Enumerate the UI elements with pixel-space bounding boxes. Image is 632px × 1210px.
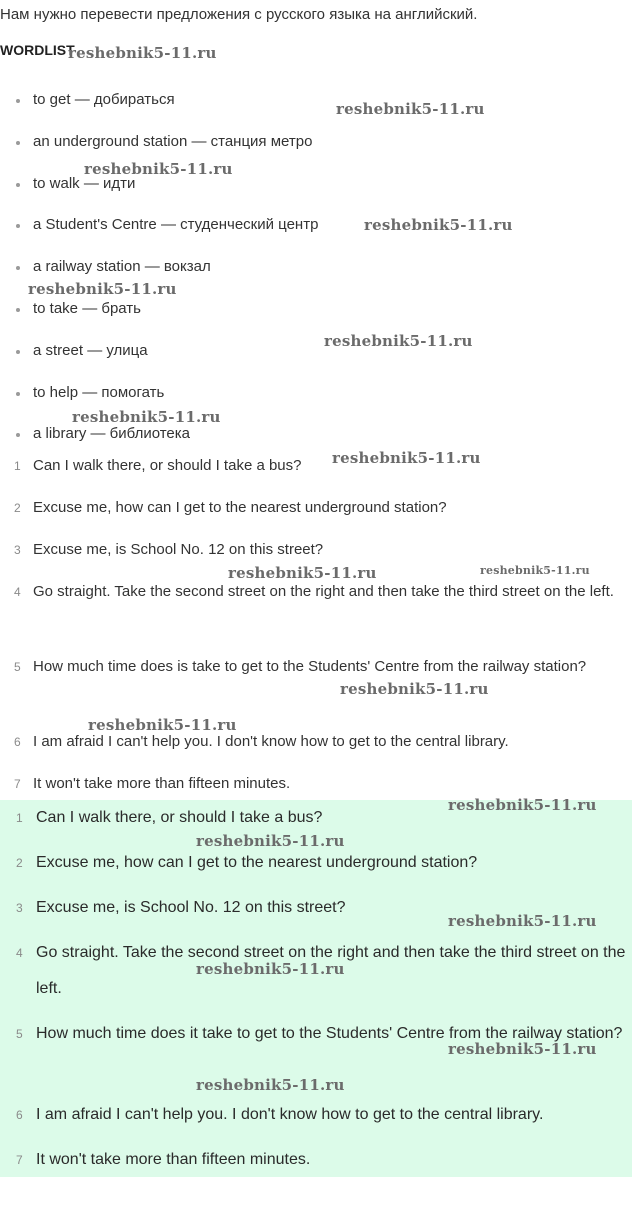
watermark: reshebnik5-11.ru <box>72 408 221 426</box>
item-number: 3 <box>14 543 21 557</box>
draft-item-text: It won't take more than fifteen minutes. <box>33 775 291 792</box>
wordlist-item <box>33 91 175 108</box>
answer-item <box>16 845 630 881</box>
bullet-icon <box>16 308 20 312</box>
bullet-icon <box>16 350 20 354</box>
answer-item-text: It won't take more than fifteen minutes. <box>36 1151 311 1168</box>
draft-item <box>14 491 628 525</box>
wordlist-item-text: a Student's Centre — студенческий центр <box>33 216 319 233</box>
item-number: 7 <box>16 1153 23 1167</box>
watermark: reshebnik5-11.ru <box>332 449 481 467</box>
watermark: reshebnik5-11.ru <box>88 716 237 734</box>
bullet-icon <box>16 392 20 396</box>
item-number: 2 <box>16 856 23 870</box>
item-number: 5 <box>14 660 21 674</box>
watermark: reshebnik5-11.ru <box>448 796 597 814</box>
watermark: reshebnik5-11.ru <box>448 1040 597 1058</box>
watermark: reshebnik5-11.ru <box>448 912 597 930</box>
item-number: 4 <box>16 946 23 960</box>
item-number: 3 <box>16 901 23 915</box>
wordlist-item-text: to get — добираться <box>33 91 175 108</box>
draft-item-text: Excuse me, is School No. 12 on this street? <box>33 541 324 558</box>
draft-item-text: Go straight. Take the second street on the right and then take the third street on the left. <box>33 583 614 600</box>
bullet-icon <box>16 183 20 187</box>
answer-box <box>0 800 632 1177</box>
bullet-icon <box>16 141 20 145</box>
watermark: reshebnik5-11.ru <box>336 100 485 118</box>
draft-item-text: How much time does is take to get to the Students' Centre from the railway station? <box>33 658 587 675</box>
item-number: 5 <box>16 1027 23 1041</box>
intro-text: Нам нужно перевести предложения с русского языка на английский. <box>0 6 478 23</box>
watermark: reshebnik5-11.ru <box>28 280 177 298</box>
bullet-icon <box>16 99 20 103</box>
answer-item-text: Excuse me, how can I get to the nearest underground station? <box>36 854 478 871</box>
watermark: reshebnik5-11.ru <box>196 1076 345 1094</box>
item-number: 2 <box>14 501 21 515</box>
watermark: reshebnik5-11.ru <box>228 564 377 582</box>
item-number: 1 <box>14 459 21 473</box>
watermark: reshebnik5-11.ru <box>364 216 513 234</box>
wordlist-item-text: to walk — идти <box>33 175 136 192</box>
item-number: 6 <box>16 1108 23 1122</box>
answer-item <box>16 1142 630 1178</box>
watermark: reshebnik5-11.ru <box>84 160 233 178</box>
bullet-icon <box>16 433 20 437</box>
wordlist-item <box>33 300 141 317</box>
item-number: 6 <box>14 735 21 749</box>
draft-item <box>14 533 628 567</box>
wordlist-item-text: to take — брать <box>33 300 141 317</box>
wordlist-item <box>33 425 190 442</box>
answer-item <box>16 1097 630 1133</box>
watermark: reshebnik5-11.ru <box>480 564 590 577</box>
draft-item <box>14 449 628 483</box>
answer-item-text: Go straight. Take the second street on the right and then take the third street on the left. <box>36 944 626 997</box>
wordlist-item-text: an underground station — станция метро <box>33 133 313 150</box>
wordlist-title: WORDLIST <box>0 42 75 58</box>
wordlist-item <box>33 258 211 275</box>
wordlist-item <box>33 342 148 359</box>
bullet-icon <box>16 266 20 270</box>
answer-item-text: Can I walk there, or should I take a bus? <box>36 809 323 826</box>
watermark: reshebnik5-11.ru <box>196 960 345 978</box>
wordlist-item-text: a railway station — вокзал <box>33 258 211 275</box>
watermark: reshebnik5-11.ru <box>340 680 489 698</box>
watermark: reshebnik5-11.ru <box>68 44 217 62</box>
bullet-icon <box>16 224 20 228</box>
draft-item-text: Can I walk there, or should I take a bus? <box>33 457 302 474</box>
answer-item-text: How much time does it take to get to the Students' Centre from the railway station? <box>36 1025 623 1042</box>
wordlist-item <box>33 384 164 401</box>
item-number: 1 <box>16 811 23 825</box>
wordlist-item-text: a library — библиотека <box>33 425 190 442</box>
wordlist-item-text: to help — помогать <box>33 384 165 401</box>
answer-item-text: I am afraid I can't help you. I don't know how to get to the central library. <box>36 1106 544 1123</box>
item-number: 7 <box>14 777 21 791</box>
draft-item-text: Excuse me, how can I get to the nearest underground station? <box>33 499 447 516</box>
wordlist-item-text: a street — улица <box>33 342 148 359</box>
item-number: 4 <box>14 585 21 599</box>
watermark: reshebnik5-11.ru <box>196 832 345 850</box>
watermark: reshebnik5-11.ru <box>324 332 473 350</box>
draft-item <box>14 650 628 684</box>
draft-item-text: I am afraid I can't help you. I don't know how to get to the central library. <box>33 733 509 750</box>
answer-item-text: Excuse me, is School No. 12 on this street? <box>36 899 346 916</box>
wordlist-item <box>33 216 318 233</box>
wordlist-item <box>33 133 312 150</box>
